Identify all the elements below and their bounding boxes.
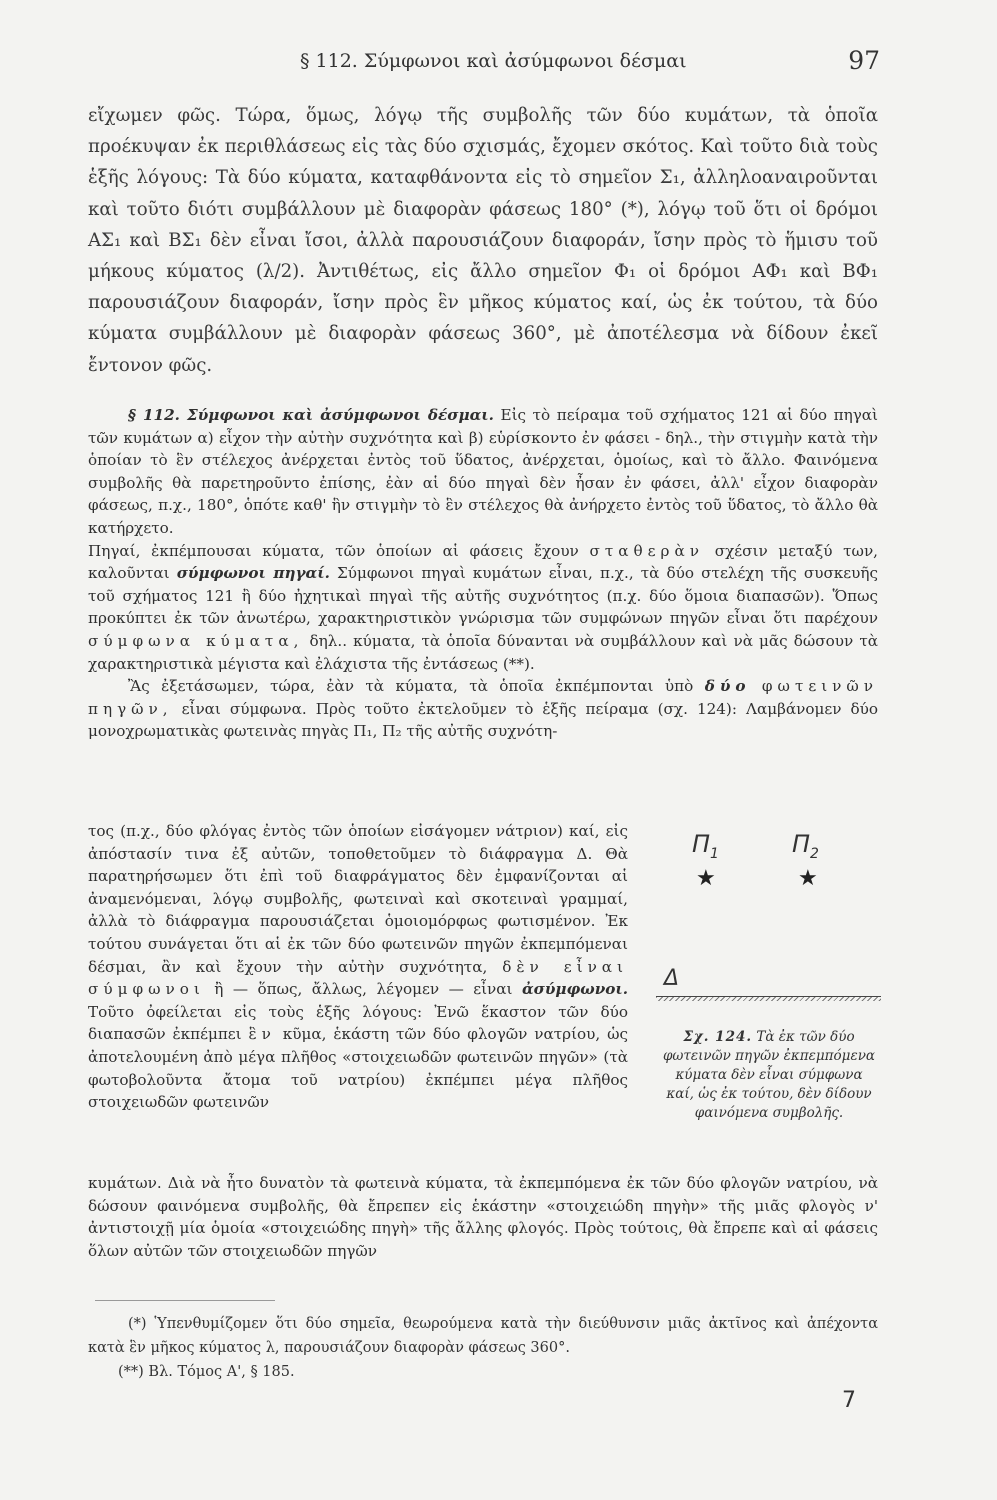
wrap-text-c: Τοῦτο ὀφείλεται εἰς τοὺς ἑξῆς λόγους: Ἐνῶ ἕκαστον τῶν δύο διαπασῶν ἐκπέμπει <box>88 1002 628 1044</box>
wrap-text-a: τος (π.χ., δύο φλόγας ἐντὸς τῶν ὁποίων εἰσάγομεν νάτριον) καί, εἰς ἀπόστασίν τινα ἐξ αὐτῶν, τοποθετοῦμεν τὸ διάφραγμα Δ. Θὰ παρατηρήσωμεν ὅτι ἐπὶ τοῦ διαφράγματος δὲν ἐμφανίζονται αἱ ἀναμενόμεναι, λόγῳ συμβολῆς, φωτειναὶ καὶ σκοτειναὶ γραμμαί, ἀλλὰ τὸ διάφραγμα παρουσιάζεται ὁμοιομόρφως φωτισμένον. Ἐκ τούτου συνάγεται ὅτι αἱ ἐκ τῶν δύο φωτεινῶν πηγῶν ἐκπεμπόμεναι δέσμαι, ἂν καὶ ἔχουν τὴν αὐτὴν συχνότητα, <box>88 822 628 976</box>
diaphragm-line <box>656 996 881 1001</box>
p2-text-d: δηλ.. κύματα, τὰ ὁποῖα δύνανται νὰ συμβάλλουν καὶ νὰ μᾶς δώσουν τὰ χαρακτηριστικὰ μέγιστα καὶ ἐλάχιστα τῆς ἐντάσεως (**). <box>88 631 878 673</box>
p2-text-c: Σύμφωνοι πηγαὶ κυμάτων εἶναι, π.χ., τὰ δύο στελέχη τῆς συσκευῆς τοῦ σχήματος 121 ἢ δύο ἠχητικαὶ πηγαὶ τῆς αὐτῆς συχνότητος (π.χ. δύο ὅμοια διαπασῶν). Ὅπως προκύπτει ἐκ τῶν ἀνωτέρω, χαρακτηριστικὸν γνώρισμα τῶν συμφώνων πηγῶν εἶναι ὅτι παρέχουν <box>88 564 879 628</box>
source-label-1 <box>692 830 719 862</box>
section-paragraph-2 <box>88 540 878 676</box>
signature-mark: 7 <box>842 1388 856 1413</box>
source-1-sub: 1 <box>710 845 719 862</box>
source-1-letter: Π <box>692 830 711 858</box>
p2-emph: σύμφωνοι πηγαί. <box>176 564 330 583</box>
intro-text: εἴχωμεν φῶς. Τώρα, ὅμως, λόγῳ τῆς συμβολῆς τῶν δύο κυμάτων, τὰ ὁποῖα προέκυψαν ἐκ περιθλάσεως εἰς τὰς δύο σχισμάς, ἔχομεν σκότος. Καὶ τοῦτο διὰ τοὺς ἑξῆς λόγους: Τὰ δύο κύματα, καταφθάνοντα εἰς τὸ σημεῖον Σ₁, ἀλληλοαναιροῦνται καὶ τοῦτο διότι συμβάλλουν μὲ διαφορὰν φάσεως 180° (*), λόγῳ τοῦ ὅτι οἱ δρόμοι ΑΣ₁ καὶ ΒΣ₁ δὲν εἶναι ἴσοι, ἀλλὰ παρουσιάζουν διαφοράν, ἴσην πρὸς τὸ ἥμισυ τοῦ μήκους κύματος (λ/2). Ἀντιθέτως, εἰς ἄλλο σημεῖον Φ₁ οἱ δρόμοι ΑΦ₁ καὶ ΒΦ₁ παρουσιάζουν διαφοράν, ἴσην πρὸς ἓν μῆκος κύματος καί, ὡς ἐκ τούτου, τὰ δύο κύματα συμβάλλουν μὲ διαφορὰν φάσεως 360°, μὲ ἀποτέλεσμα νὰ δίδουν ἐκεῖ ἔντονον φῶς. <box>88 105 878 376</box>
footnote-2: (**) Βλ. Τόμος Α', § 185. <box>118 1364 295 1380</box>
wrapped-paragraph <box>88 820 628 1114</box>
section-paragraph-1 <box>88 404 878 540</box>
p3-emph: δύο <box>704 677 751 696</box>
star-icon: ★ <box>798 866 818 891</box>
continuation-paragraph <box>88 1172 878 1262</box>
wrapped-text-column <box>88 820 628 1114</box>
footnotes <box>88 1312 878 1384</box>
footnote-1: (*) Ὑπενθυμίζομεν ὅτι δύο σημεῖα, θεωρούμενα κατὰ τὴν διεύθυνσιν μιᾶς ἀκτῖνος καὶ ἀπέχοντα κατὰ ἓν μῆκος κύματος λ, παρουσιάζουν διαφορὰν φάσεως 360°. <box>88 1316 878 1356</box>
caption-label: Σχ. 124. <box>683 1029 753 1045</box>
section-112 <box>88 404 878 743</box>
caption-text: Τὰ ἐκ τῶν δύο φωτεινῶν πηγῶν ἐκπεμπόμενα κύματα δὲν εἶναι σύμφωνα καί, ὡς ἐκ τούτου, δὲν δίδουν φαινόμενα συμβολῆς. <box>662 1029 876 1121</box>
p3-spaced: φωτεινῶν πηγῶν, <box>88 677 879 718</box>
header-title: § 112. Σύμφωνοι καὶ ἀσύμφωνοι δέσμαι <box>300 50 687 72</box>
section-paragraph-3 <box>88 675 878 743</box>
figure-124 <box>650 828 885 1158</box>
page-number: 97 <box>848 46 880 75</box>
wrap-text-b: ἢ — ὅπως, ἄλλως, λέγομεν — εἶναι <box>214 980 513 999</box>
section-p1-text: Εἰς τὸ πείραμα τοῦ σχήματος 121 αἱ δύο πηγαὶ τῶν κυμάτων α) εἶχον τὴν αὐτὴν συχνότητα καὶ β) εὑρίσκοντο ἐν φάσει - δηλ., τὴν στιγμὴν κατὰ τὴν ὁποίαν τὸ ἓν στέλεχος ἀνέρχεται ἐντὸς τοῦ ὕδατος, ἀνέρχεται, ὁμοίως, καὶ τὸ ἄλλο. Φαινόμενα συμβολῆς θὰ παρετηροῦντο ἐπίσης, ἐὰν αἱ δύο πηγαὶ δὲν ἦσαν ἐν φάσει, ἀλλ' εἶχον διαφορὰν φάσεως, π.χ., 180°, ὁπότε καθ' ἣν στιγμὴν τὸ ἓν στέλεχος θὰ ἀνήρχετο ἐντὸς τοῦ ὕδατος, τὸ ἄλλο θὰ κατήρχετο. <box>88 406 879 537</box>
p3-text-b: εἶναι σύμφωνα. Πρὸς τοῦτο ἐκτελοῦμεν τὸ ἑξῆς πείραμα (σχ. 124): Λαμβάνομεν δύο μονοχρωματικὰς φωτεινὰς πηγὰς Π₁, Π₂ τῆς αὐτῆς συχνότη- <box>88 699 878 741</box>
star-icon: ★ <box>696 866 716 891</box>
p2-spaced: σταθερὰν <box>589 541 704 560</box>
wrap-text-d: κῦμα, ἑκάστη τῶν δύο φλογῶν νατρίου, ὡς ἀποτελουμένη ἀπὸ μέγα πλῆθος «στοιχειωδῶν φωτεινῶν πηγῶν» (τὰ φωτοβολοῦντα ἄτομα τοῦ νατρίου) ἐκπέμπει μέγα πλῆθος στοιχειωδῶν φωτεινῶν <box>88 1025 629 1112</box>
source-2-sub: 2 <box>810 845 819 862</box>
intro-paragraph <box>88 100 878 381</box>
p2-spaced-2: σύμφωνα κύματα, <box>88 631 304 650</box>
source-label-2 <box>792 830 819 862</box>
section-heading: § 112. Σύμφωνοι καὶ ἀσύμφωνοι δέσμαι. <box>128 406 494 424</box>
wrap-spaced: δὲν εἶναι σύμφωνοι <box>88 957 629 999</box>
continuation-text: κυμάτων. Διὰ νὰ ἦτο δυνατὸν τὰ φωτεινὰ κύματα, τὰ ἐκπεμπόμενα ἐκ τῶν δύο φλογῶν νατρίου, νὰ δώσουν φαινόμενα συμβολῆς, θὰ ἔπρεπεν εἰς ἑκάστην «στοιχειώδη πηγὴν» τῆς μιᾶς φλογὸς ν' ἀντιστοιχῇ μία ὁμοία «στοιχειώδης πηγὴ» τῆς ἄλλης φλογός. Πρὸς τούτοις, θὰ ἔπρεπε καὶ αἱ φάσεις ὅλων αὐτῶν τῶν στοιχειωδῶν πηγῶν <box>88 1174 878 1260</box>
source-2-letter: Π <box>792 830 811 858</box>
diaphragm-label: Δ <box>664 966 680 991</box>
wrap-spaced-2: ἓν <box>248 1025 276 1044</box>
p2-text-b: σχέσιν μεταξύ των, καλοῦνται <box>88 541 879 583</box>
p3-text-a: Ἂς ἐξετάσωμεν, τώρα, ἐὰν τὰ κύματα, τὰ ὁποῖα ἐκπέμπονται ὑπὸ <box>128 677 694 696</box>
p2-text-a: Πηγαί, ἐκπέμπουσαι κύματα, τῶν ὁποίων αἱ φάσεις ἔχουν <box>88 541 579 560</box>
running-header <box>90 46 880 82</box>
figure-caption <box>660 1028 878 1123</box>
footnote-rule <box>95 1300 275 1301</box>
wrap-emph: ἀσύμφωνοι. <box>521 980 628 999</box>
